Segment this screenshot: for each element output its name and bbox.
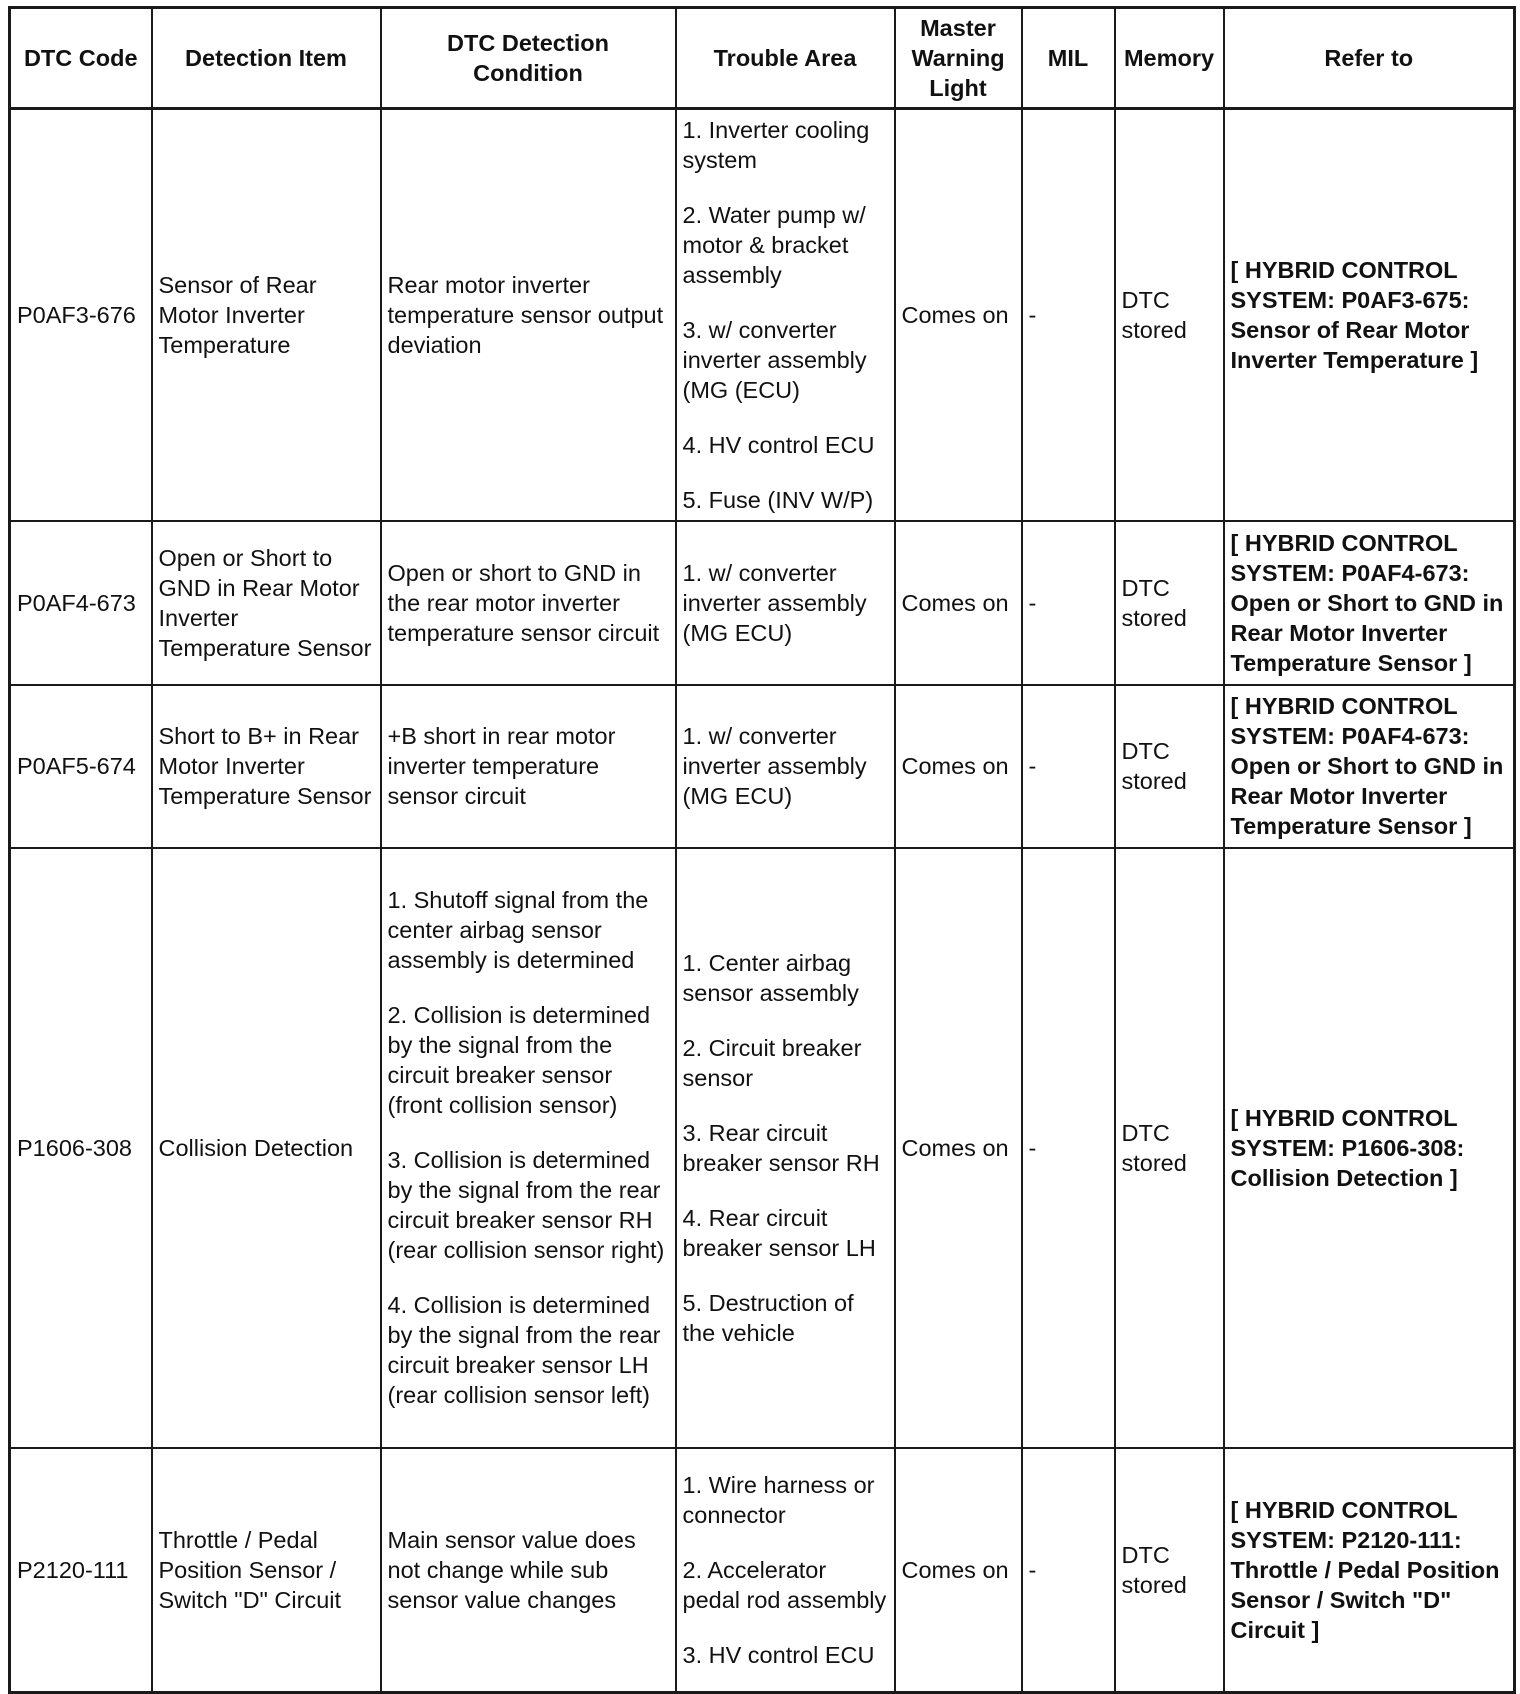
trouble-item: 1. w/ converter inverter assembly (MG ECU) [682, 559, 867, 646]
dtc-code-cell: P0AF3-676 [10, 109, 152, 521]
mil-cell: - [1022, 685, 1115, 848]
master-warning-cell: Comes on [895, 521, 1022, 685]
table-row [10, 109, 1515, 521]
col-header-mil: MIL [1022, 8, 1115, 109]
detection-condition-cell [381, 1448, 676, 1693]
trouble-item: 3. Rear circuit breaker sensor RH [682, 1119, 880, 1176]
memory-cell: DTC stored [1115, 1448, 1224, 1693]
mil-cell: - [1022, 1448, 1115, 1693]
trouble-item: 5. Destruction of the vehicle [682, 1289, 854, 1346]
table-row [10, 848, 1515, 1448]
memory-cell: DTC stored [1115, 685, 1224, 848]
trouble-item: 1. w/ converter inverter assembly (MG ECU) [682, 723, 867, 809]
trouble-area-cell [676, 1448, 895, 1693]
refer-to-cell: [ HYBRID CONTROL SYSTEM: P0AF4-673: Open or Short to GND in Rear Motor Inverter Temperature Sensor ] [1224, 685, 1515, 848]
trouble-item: 1. Inverter cooling system [682, 116, 870, 173]
refer-to-cell: [ HYBRID CONTROL SYSTEM: P2120-111: Throttle / Pedal Position Sensor / Switch "D" Circuit ] [1224, 1448, 1515, 1693]
memory-cell: DTC stored [1115, 848, 1224, 1448]
refer-to-cell: [ HYBRID CONTROL SYSTEM: P0AF4-673: Open or Short to GND in Rear Motor Inverter Temperature Sensor ] [1224, 521, 1515, 685]
master-warning-cell: Comes on [895, 1448, 1022, 1693]
header-row [10, 8, 1515, 109]
condition-text: +B short in rear motor inverter temperature sensor circuit [387, 723, 616, 809]
detection-condition-cell [381, 848, 676, 1448]
refer-to-cell: [ HYBRID CONTROL SYSTEM: P0AF3-675: Sensor of Rear Motor Inverter Temperature ] [1224, 109, 1515, 521]
table-row [10, 1448, 1515, 1693]
dtc-code-cell: P0AF5-674 [10, 685, 152, 848]
col-header-detection-condition: DTC Detection Condition [381, 8, 676, 109]
trouble-area-cell [676, 848, 895, 1448]
trouble-item: 3. HV control ECU [682, 1641, 875, 1668]
detection-condition-cell [381, 521, 676, 685]
trouble-area-cell [676, 521, 895, 685]
detection-condition-cell [381, 109, 676, 521]
col-header-dtc-code: DTC Code [10, 8, 152, 109]
master-warning-cell: Comes on [895, 848, 1022, 1448]
table-row [10, 685, 1515, 848]
condition-item: 2. Collision is determined by the signal from the circuit breaker sensor (front collision sensor) [387, 1002, 651, 1118]
dtc-table [8, 6, 1516, 1694]
master-warning-cell: Comes on [895, 109, 1022, 521]
dtc-code-cell: P0AF4-673 [10, 521, 152, 685]
trouble-item: 3. w/ converter inverter assembly (MG (ECU) [682, 316, 867, 403]
condition-item: 4. Collision is determined by the signal from the rear circuit breaker sensor LH (rear collision sensor left) [387, 1292, 661, 1408]
dtc-table-container [8, 6, 1513, 1694]
refer-to-cell: [ HYBRID CONTROL SYSTEM: P1606-308: Collision Detection ] [1224, 848, 1515, 1448]
trouble-item: 2. Water pump w/ motor & bracket assembly [682, 201, 866, 288]
detection-item-cell: Short to B+ in Rear Motor Inverter Temperature Sensor [152, 685, 381, 848]
detection-condition-cell [381, 685, 676, 848]
mil-cell: - [1022, 109, 1115, 521]
trouble-item: 4. HV control ECU [682, 431, 875, 458]
trouble-item: 2. Circuit breaker sensor [682, 1034, 862, 1091]
detection-item-cell: Open or Short to GND in Rear Motor Inverter Temperature Sensor [152, 521, 381, 685]
trouble-area-cell [676, 685, 895, 848]
table-row [10, 521, 1515, 685]
col-header-trouble-area: Trouble Area [676, 8, 895, 109]
trouble-area-cell [676, 109, 895, 521]
col-header-master-warning-light: Master Warning Light [895, 8, 1022, 109]
memory-cell: DTC stored [1115, 521, 1224, 685]
condition-text: Rear motor inverter temperature sensor output deviation [387, 271, 664, 358]
detection-item-cell: Collision Detection [152, 848, 381, 1448]
trouble-item: 4. Rear circuit breaker sensor LH [682, 1204, 876, 1261]
mil-cell: - [1022, 521, 1115, 685]
detection-item-cell: Sensor of Rear Motor Inverter Temperature [152, 109, 381, 521]
col-header-detection-item: Detection Item [152, 8, 381, 109]
trouble-item: 2. Accelerator pedal rod assembly [682, 1556, 887, 1613]
master-warning-cell: Comes on [895, 685, 1022, 848]
trouble-item: 1. Center airbag sensor assembly [682, 949, 859, 1006]
condition-text: Main sensor value does not change while sub sensor value changes [387, 1526, 636, 1613]
memory-cell: DTC stored [1115, 109, 1224, 521]
mil-cell: - [1022, 848, 1115, 1448]
dtc-code-cell: P2120-111 [10, 1448, 152, 1693]
condition-item: 1. Shutoff signal from the center airbag sensor assembly is determined [387, 887, 649, 973]
dtc-code-cell: P1606-308 [10, 848, 152, 1448]
col-header-refer-to: Refer to [1224, 8, 1515, 109]
condition-item: 3. Collision is determined by the signal from the rear circuit breaker sensor RH (rear collision sensor right) [387, 1147, 665, 1263]
col-header-memory: Memory [1115, 8, 1224, 109]
trouble-item: 1. Wire harness or connector [682, 1471, 875, 1528]
detection-item-cell: Throttle / Pedal Position Sensor / Switch "D" Circuit [152, 1448, 381, 1693]
trouble-item: 5. Fuse (INV W/P) [682, 486, 874, 513]
condition-text: Open or short to GND in the rear motor inverter temperature sensor circuit [387, 559, 660, 646]
